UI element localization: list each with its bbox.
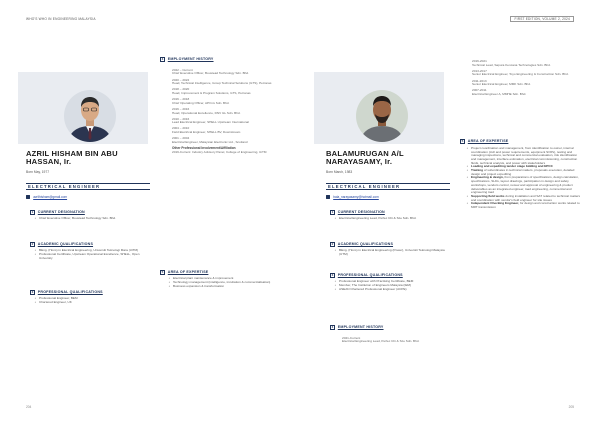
employment-entry	[472, 89, 582, 96]
employment-entry	[172, 127, 278, 134]
employment-list-right-top	[472, 60, 582, 99]
mail-icon	[26, 195, 30, 198]
section-title: ACADEMIC QUALIFICATIONS	[37, 242, 94, 247]
list-item: • BEng. (Hons) in Electrical Engineering, Universiti Teknologi Mara (UiTM)	[34, 249, 150, 253]
role-bar-left: ELECTRICAL ENGINEER	[26, 183, 150, 190]
employment-dates: 2020 – 2022	[172, 77, 190, 82]
employment-dates: 2021-Current	[342, 335, 361, 340]
employment-dates: 2011-2013	[472, 78, 487, 83]
list-item: • Technology management (intelligence, incubation & commercialisation)	[168, 281, 278, 285]
role-bar-right: ELECTRICAL ENGINEER	[326, 183, 450, 190]
employment-dates: 2013-2017	[472, 68, 487, 73]
employment-dates: 2016 – 2016	[172, 106, 190, 111]
section-employment-left	[160, 57, 278, 154]
employment-dates: 2007-2011	[472, 88, 487, 93]
employment-entry	[172, 69, 278, 76]
employment-list-right-bottom	[342, 337, 450, 344]
section-number: 4	[161, 57, 164, 62]
item-keyword: Independent Checking Engineer,	[471, 201, 519, 206]
name-line-2: NARAYASAMY, Ir.	[326, 157, 393, 167]
name-line-1: BALAMURUGAN A/L	[326, 149, 404, 158]
running-header-left: WHO'S WHO IN ENGINEERING MALAYSIA	[26, 17, 96, 21]
running-header-right: FIRST EDITION, VOLUME 2, 2024	[510, 16, 574, 22]
portrait-photo-left	[64, 90, 116, 142]
list-item: • Professional Engineer with Practising Certificate, BEM	[334, 280, 450, 284]
employment-role: Senior Electrical Engineer, MMK Sdn. Bhd.	[472, 82, 531, 87]
section-title: PROFESSIONAL QUALIFICATIONS	[337, 273, 403, 278]
item-text: of subordinates in technical matters, proposals execution, detailed design and project expediting	[471, 168, 575, 176]
name-line-2: HASSAN, Ir.	[26, 157, 72, 167]
email-row-left	[26, 195, 67, 199]
employment-entry	[472, 60, 582, 67]
person-name-right	[326, 150, 456, 166]
section-employment-right	[330, 325, 450, 347]
employment-entry	[172, 98, 278, 105]
employment-role: Field Electrical Engineer, SHELL BV, Downstream	[172, 130, 241, 135]
email-row-right	[326, 195, 379, 199]
list-item: • Chief Executive Officer, Boustead Technology Sdn. Bhd.	[34, 217, 150, 221]
section-title: CURRENT DESIGNATION	[337, 210, 385, 215]
list-item: • Professional Certificate, Upstream Operational Excellence, SHELL, Open University	[34, 253, 150, 260]
section-number: 2	[31, 242, 34, 247]
employment-dates: 2022 – Current	[172, 67, 193, 72]
employment-dates: 2016-2021	[472, 59, 487, 63]
employment-role: Head, Improvement & Program Solutions, GTS, Petronas	[172, 90, 251, 95]
employment-entry	[172, 79, 278, 86]
item-text: from preparations of specifications, design calculation, specifications, SLDs, layout drawings, participation in design and safety workshops, vendors control, review and approval of engineering & product deliverables as an integrated engineer, load engineering, commercial and engineering load	[471, 175, 579, 195]
employment-dates: 2018 – 2020	[172, 87, 190, 92]
employment-entry	[172, 108, 278, 115]
section-title: ACADEMIC QUALIFICATIONS	[337, 242, 394, 247]
section-number: 5	[161, 270, 164, 275]
section-number: 1	[331, 210, 334, 215]
employment-role: Electrical Engineer A, MMHE Sdn. Bhd.	[472, 91, 527, 96]
employment-role: Head, Technical Intelligence, Group Technical Solutions (GTS), Petronas	[172, 81, 272, 86]
employment-dates: 2010 – 2016	[172, 116, 190, 121]
employment-list-left	[172, 69, 278, 154]
section-expertise-left	[160, 270, 278, 288]
employment-role: Head, Operational Excellence, DNV GL Sdn. Bhd.	[172, 110, 241, 115]
list-item: • Chartered Engineer, UK	[34, 301, 150, 305]
list-item: • Member, The Institution of Engineers Malaysia (IEM)	[334, 284, 450, 288]
list-item: • ASEAN Chartered Professional Engineer (ACPE)	[334, 288, 450, 292]
section-number: 5	[461, 139, 464, 144]
section-academic-left	[30, 242, 150, 260]
employment-role: Senior Electrical Engineer, Toyo Engineering & Construction Sdn. Bhd.	[472, 72, 569, 77]
section-number: 3	[31, 290, 34, 295]
portrait-photo-right	[356, 90, 408, 142]
section-title: EMPLOYMENT HISTORY	[167, 57, 214, 62]
email-link-left[interactable]: azrilhisham@gmail.com	[33, 195, 68, 199]
employment-entry	[472, 70, 582, 77]
name-line-1: AZRIL HISHAM BIN ABU	[26, 149, 118, 158]
employment-dates: 2016 – 2018	[172, 97, 190, 102]
list-item: • Professional Engineer, BEM	[34, 297, 150, 301]
section-number: 1	[31, 210, 34, 215]
list-item: • BEng. (Hons) in Electrical Engineering (Power), Universiti Teknologi Malaysia (UTM)	[334, 249, 450, 256]
employment-role: Electrical Engineering Lead, Perfec Chi & Sze Sdn. Bhd.	[342, 339, 420, 344]
section-title: AREA OF EXPERTISE	[467, 139, 509, 144]
employment-entry	[172, 118, 278, 125]
list-item: • Business expansion & transformation	[168, 285, 278, 289]
section-expertise-right	[460, 139, 582, 210]
employment-entry	[472, 80, 582, 87]
list-item: • Electrical Engineering Lead, Perfec Chi & Sze Sdn. Bhd.	[334, 217, 450, 221]
employment-role: Electrical Engineer, Malaysian Electronic Ltd., Scotland	[172, 139, 248, 144]
item-keyword: Training	[471, 168, 484, 173]
item-keyword: Engineering & design,	[471, 175, 504, 180]
other-involvement-text: 2019-Current: Industry Advisory Panel, College of Engineering, UiTM	[172, 149, 267, 154]
section-title: AREA OF EXPERTISE	[167, 270, 209, 275]
mail-icon	[326, 195, 330, 198]
other-involvement-heading: Other Professional Involvement/Affiliation	[172, 146, 236, 151]
employment-dates: 2001 – 2004	[172, 136, 190, 141]
item-keyword: Loading and expediting tender stage bidding and EPCC	[471, 164, 553, 169]
employment-role: Chief Executive Officer, Boustead Technology Sdn. Bhd.	[172, 71, 249, 76]
item-text: during installation and SAT related to technical matters and coordination with vendor's field engineer for site issues	[471, 193, 581, 202]
section-current-designation-right	[330, 210, 450, 221]
page-number-left: 204	[26, 405, 32, 409]
employment-role: Lead Electrical Engineer, SHELL Upstream International	[172, 120, 249, 125]
item-keyword: Supporting field works	[471, 193, 505, 198]
section-title: PROFESSIONAL QUALIFICATIONS	[37, 290, 103, 295]
employment-entry	[342, 337, 450, 344]
section-professional-left	[30, 290, 150, 305]
email-link-right[interactable]: bala_narayasamy@hotmail.com	[333, 195, 379, 199]
section-current-designation-left	[30, 210, 150, 221]
employment-entry	[172, 137, 278, 144]
employment-role: Technical Lead, Sapura Kencana Technologies Sdn. Bhd.	[472, 62, 551, 67]
list-item	[466, 202, 582, 209]
list-item	[466, 176, 582, 195]
person-name-left	[26, 150, 156, 166]
employment-role: Chief Operating Officer, APO-G Sdn. Bhd.	[172, 100, 230, 105]
item-text: Project coordination and management, from identification to owner, internal coordination (civil and power requirements, equipment SOPs), testing and managing inspections, technical and commercial evaluation, risk identification and management, interface estimation, electrical commissioning, construction fluids, technical analysis, and power with stakeholders	[471, 145, 578, 165]
section-number: 3	[331, 273, 334, 278]
section-number: 4	[331, 325, 334, 330]
section-title: EMPLOYMENT HISTORY	[337, 325, 384, 330]
section-academic-right	[330, 242, 450, 257]
section-professional-right	[330, 273, 450, 291]
page-number-right: 205	[568, 405, 574, 409]
section-number: 2	[331, 242, 334, 247]
employment-dates: 2004 – 2010	[172, 126, 190, 131]
section-title: CURRENT DESIGNATION	[37, 210, 85, 215]
employment-entry	[172, 88, 278, 95]
item-text: for design and construction works related to MRT transmission	[471, 201, 580, 210]
birth-date-right: Born March, 1983	[326, 170, 353, 174]
birth-date-left: Born May, 1977	[26, 170, 50, 174]
list-item: • Electrical plant maintenance & improvement	[168, 277, 278, 281]
